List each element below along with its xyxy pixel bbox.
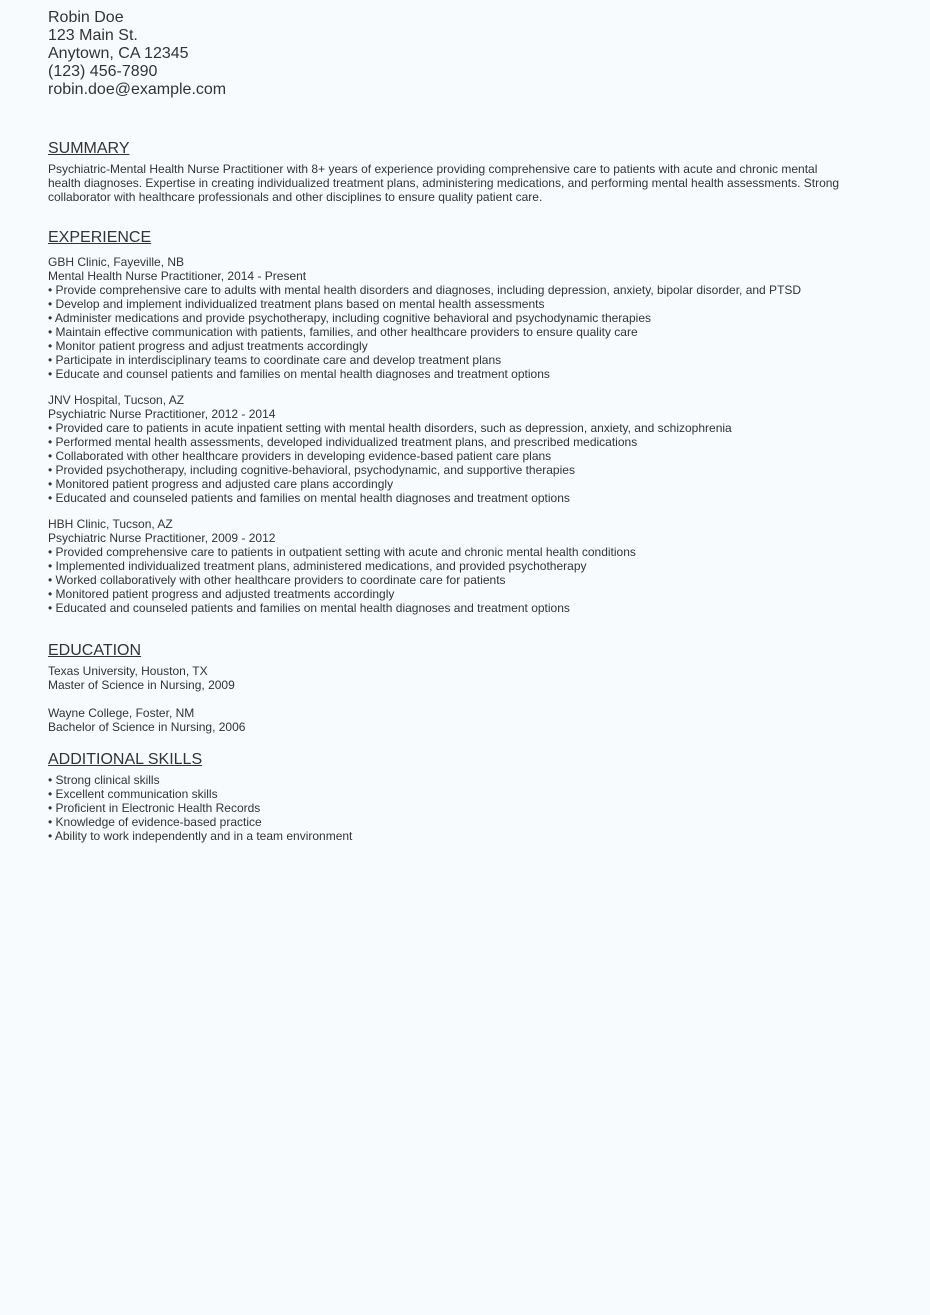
education-degree: Bachelor of Science in Nursing, 2006 (48, 720, 246, 734)
job-bullet: • Provide comprehensive care to adults with mental health disorders and diagnoses, including depression, anxiety, bipolar disorder, and PTSD (48, 283, 802, 297)
education-degree: Master of Science in Nursing, 2009 (48, 678, 235, 692)
job-role: Psychiatric Nurse Practitioner, 2009 - 2012 (48, 531, 276, 545)
skill-item: • Strong clinical skills (48, 773, 160, 787)
contact-name: Robin Doe (48, 9, 124, 26)
job-role: Psychiatric Nurse Practitioner, 2012 - 2014 (48, 407, 276, 421)
skill-item: • Knowledge of evidence-based practice (48, 815, 262, 829)
contact-block (48, 9, 882, 99)
job-bullet: • Monitor patient progress and adjust treatments accordingly (48, 339, 368, 353)
skills-heading: ADDITIONAL SKILLS (48, 751, 203, 768)
education-list (48, 664, 882, 734)
job-bullet: • Provided comprehensive care to patients in outpatient setting with acute and chronic mental health conditions (48, 545, 636, 559)
contact-phone: (123) 456-7890 (48, 63, 158, 80)
job-bullet: • Administer medications and provide psychotherapy, including cognitive behavioral and psychodynamic therapies (48, 311, 651, 325)
job-bullet: • Educated and counseled patients and families on mental health diagnoses and treatment options (48, 491, 570, 505)
job-bullet: • Participate in interdisciplinary teams to coordinate care and develop treatment plans (48, 353, 502, 367)
job-entry (48, 393, 882, 505)
job-bullet: • Collaborated with other healthcare providers in developing evidence-based patient care plans (48, 449, 552, 463)
education-entry (48, 664, 882, 692)
job-entry (48, 517, 882, 615)
education-school: Texas University, Houston, TX (48, 664, 208, 678)
skill-item: • Excellent communication skills (48, 787, 218, 801)
experience-heading: EXPERIENCE (48, 229, 152, 246)
job-bullet: • Monitored patient progress and adjusted treatments accordingly (48, 587, 395, 601)
job-bullet: • Educate and counsel patients and families on mental health diagnoses and treatment options (48, 367, 550, 381)
job-bullet: • Implemented individualized treatment plans, administered medications, and provided psychotherapy (48, 559, 587, 573)
job-role: Mental Health Nurse Practitioner, 2014 - Present (48, 269, 307, 283)
job-bullet: • Provided psychotherapy, including cognitive-behavioral, psychodynamic, and supportive therapies (48, 463, 575, 477)
job-bullet: • Provided care to patients in acute inpatient setting with mental health disorders, such as depression, anxiety, and schizophrenia (48, 421, 732, 435)
job-organization: HBH Clinic, Tucson, AZ (48, 517, 173, 531)
skill-item: • Ability to work independently and in a team environment (48, 829, 353, 843)
contact-street: 123 Main St. (48, 27, 138, 44)
contact-city: Anytown, CA 12345 (48, 45, 189, 62)
job-bullet: • Develop and implement individualized treatment plans based on mental health assessments (48, 297, 545, 311)
job-bullet: • Performed mental health assessments, developed individualized treatment plans, and prescribed medications (48, 435, 638, 449)
education-school: Wayne College, Foster, NM (48, 706, 195, 720)
job-entry (48, 255, 882, 381)
experience-list (48, 255, 882, 615)
education-heading: EDUCATION (48, 642, 142, 659)
job-organization: GBH Clinic, Fayeville, NB (48, 255, 185, 269)
job-bullet: • Educated and counseled patients and families on mental health diagnoses and treatment options (48, 601, 570, 615)
education-entry (48, 706, 882, 734)
job-organization: JNV Hospital, Tucson, AZ (48, 393, 185, 407)
job-bullet: • Maintain effective communication with patients, families, and other healthcare providers to ensure quality care (48, 325, 638, 339)
contact-email: robin.doe@example.com (48, 81, 227, 98)
summary-text: Psychiatric-Mental Health Nurse Practitioner with 8+ years of experience providing comprehensive care to patients with acute and chronic mental health diagnoses. Expertise in creating individualized treatment plans, administering medications, and performing mental health assessments. Strong collaborator with healthcare professionals and other disciplines to ensure quality patient care. (48, 162, 840, 204)
summary-heading: SUMMARY (48, 140, 130, 157)
skill-item: • Proficient in Electronic Health Records (48, 801, 261, 815)
skills-list (48, 773, 882, 843)
job-bullet: • Monitored patient progress and adjusted care plans accordingly (48, 477, 394, 491)
job-bullet: • Worked collaboratively with other healthcare providers to coordinate care for patients (48, 573, 506, 587)
